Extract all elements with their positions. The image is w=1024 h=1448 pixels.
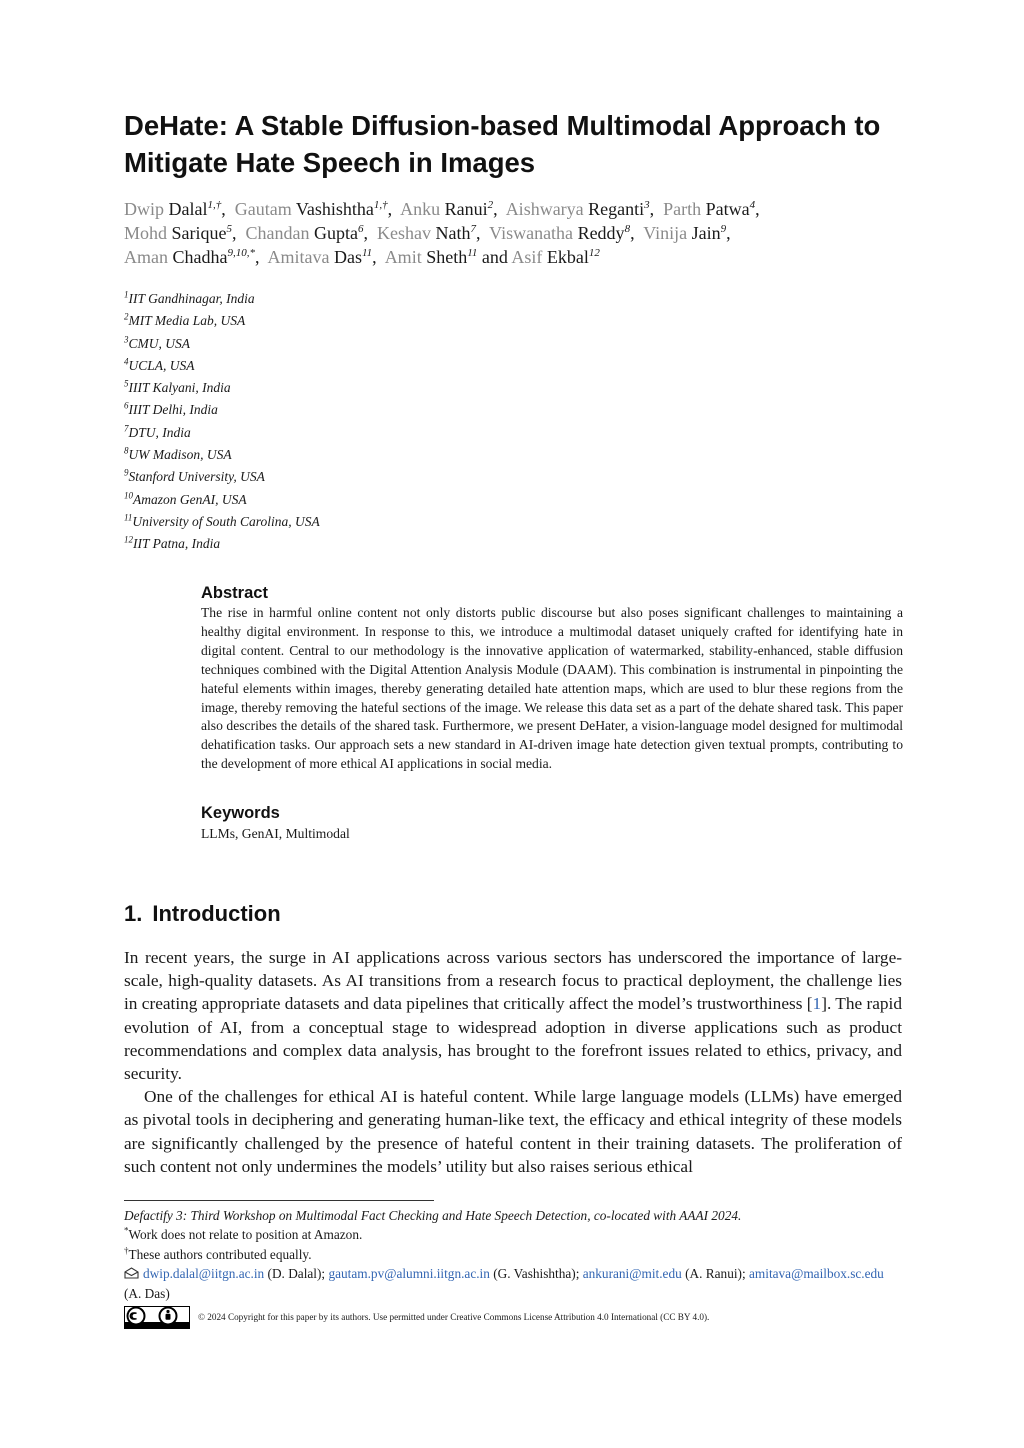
email-link[interactable]: gautam.pv@alumni.iitgn.ac.in (328, 1266, 490, 1282)
affiliation: $^1$IIT Gandhinagar, India (124, 289, 255, 306)
envelope-icon (124, 1267, 139, 1279)
paragraph: In recent years, the surge in AI applications across various sectors has underscored the importance of large-scale, high-quality datasets. As AI transitions from a research focus to practical deployment, the challenge lies in creating appropriate datasets and data pipelines that critically affect the model’s trustworthiness [1]. The rapid evolution of AI, from a conceptual stage to widespread adoption in diverse applications such as product recommendations and complex data analysis, has brought to the forefront issues related to ethics, privacy, and security. (124, 948, 903, 1084)
affiliation: $^5$IIIT Kalyani, India (124, 378, 231, 396)
abstract-text: The rise in harmful online content not only distorts public discourse but also poses significant challenges to maintaining a healthy digital environment. In response to this, we introduce a multimodal dataset uniquely crafted for identifying hate in digital content. Central to our methodology is the innovative application of watermarked, stability-enhanced, stable diffusion techniques combined with the Digital Attention Analysis Module (DAAM). This combination is instrumental in pinpointing the hateful elements within images, thereby generating detailed hate attention maps, which are used to blur these regions from the image, thereby removing the hateful sections of the image. We release this data set as a part of the dehate shared task. This paper also describes the details of the shared task. Furthermore, we present DeHater, a vision-language model designed for multimodal dehatification tasks. Our approach sets a new standard in AI-driven image hate detection given textual prompts, contributing to the development of more ethical AI applications in social media. (201, 605, 903, 772)
affiliation: $^{11}$University of South Carolina, USA (124, 512, 320, 529)
author: Dwip Dalal$^{1,\dagger}$, (124, 199, 226, 219)
author: Viswanatha Reddy$^8$, (489, 223, 635, 243)
section-heading (124, 899, 281, 929)
abstract-heading: Abstract (201, 584, 268, 602)
affiliation: $^2$MIT Media Lab, USA (124, 311, 246, 329)
author: Mohd Sarique$^5$, (124, 223, 237, 243)
keywords-heading: Keywords (201, 804, 280, 822)
license-row (124, 1305, 902, 1329)
footnote-star: *Work does not relate to position at Amazon. (124, 1225, 363, 1243)
affiliation: $^{10}$Amazon GenAI, USA (124, 490, 247, 507)
footnote-dagger: †These authors contributed equally. (124, 1245, 312, 1262)
paragraph: One of the challenges for ethical AI is hateful content. While large language models (LLMs) have emerged as pivotal tools in deciphering and generating human-like text, the efficacy and ethical integrity of these models are significantly challenged by the presence of hateful content in their training datasets. The proliferation of such content not only undermines the models’ utility but also raises serious ethical (124, 1087, 902, 1176)
author-and: and (481, 247, 508, 267)
keywords-block (201, 803, 903, 843)
affiliation: $^3$CMU, USA (124, 334, 190, 351)
cc-by-icon (124, 1306, 190, 1329)
affiliation: $^{12}$IIT Patna, India (124, 534, 221, 552)
affiliation: $^4$UCLA, USA (124, 356, 195, 373)
author: Amitava Das$^{11}$, (267, 247, 377, 267)
email-link[interactable]: ankurani@mit.edu (582, 1266, 682, 1282)
paper-title: DeHate: A Stable Diffusion-based Multimodal Approach to Mitigate Hate Speech in Images (124, 110, 881, 178)
footnote-rule (124, 1200, 434, 1201)
section-body (124, 946, 902, 1178)
email-list: dwip.dalal@iitgn.ac.in (D. Dalal); gautam.pv@alumni.iitgn.ac.in (G. Vashishtha); ankurani@mit.edu (A. Ranui); amitava@mailbox.sc.edu (A. Das) (124, 1266, 884, 1301)
license-text: © 2024 Copyright for this paper by its authors. Use permitted under Creative Commons License Attribution 4.0 International (CC BY 4.0). (198, 1312, 710, 1323)
author: Gautam Vashishtha$^{1,\dagger}$, (234, 199, 393, 219)
affiliation-list (124, 288, 624, 556)
author: Keshav Nath$^7$, (376, 223, 481, 243)
author: Amit Sheth$^{11}$ (384, 247, 478, 267)
author: Aishwarya Reganti$^3$, (505, 199, 655, 219)
email-link[interactable]: dwip.dalal@iitgn.ac.in (143, 1266, 265, 1282)
author: Asif Ekbal$^{12}$ (511, 247, 600, 267)
venue-note: Defactify 3: Third Workshop on Multimodal Fact Checking and Hate Speech Detection, co-located with AAAI 2024. (124, 1208, 742, 1223)
keywords-text: LLMs, GenAI, Multimodal (201, 826, 350, 841)
author: Anku Ranui$^2$, (400, 199, 498, 219)
affiliation: $^8$UW Madison, USA (124, 445, 232, 463)
affiliation: $^7$DTU, India (124, 423, 191, 440)
affiliation: $^6$IIIT Delhi, India (124, 400, 218, 418)
author-list (124, 197, 914, 269)
author: Parth Patwa$^4$, (663, 199, 760, 219)
abstract-block (201, 583, 903, 774)
author: Chandan Gupta$^6$, (245, 223, 368, 243)
citation-link[interactable]: 1 (812, 994, 822, 1014)
section-title: Introduction (152, 901, 281, 926)
affiliation: $^9$Stanford University, USA (124, 467, 265, 485)
email-link[interactable]: amitava@mailbox.sc.edu (749, 1266, 884, 1282)
footnotes (124, 1206, 902, 1329)
section-number: 1. (124, 901, 143, 926)
author: Vinija Jain$^9$, (643, 223, 731, 243)
author: Aman Chadha$^{9,10,*}$, (124, 247, 260, 267)
